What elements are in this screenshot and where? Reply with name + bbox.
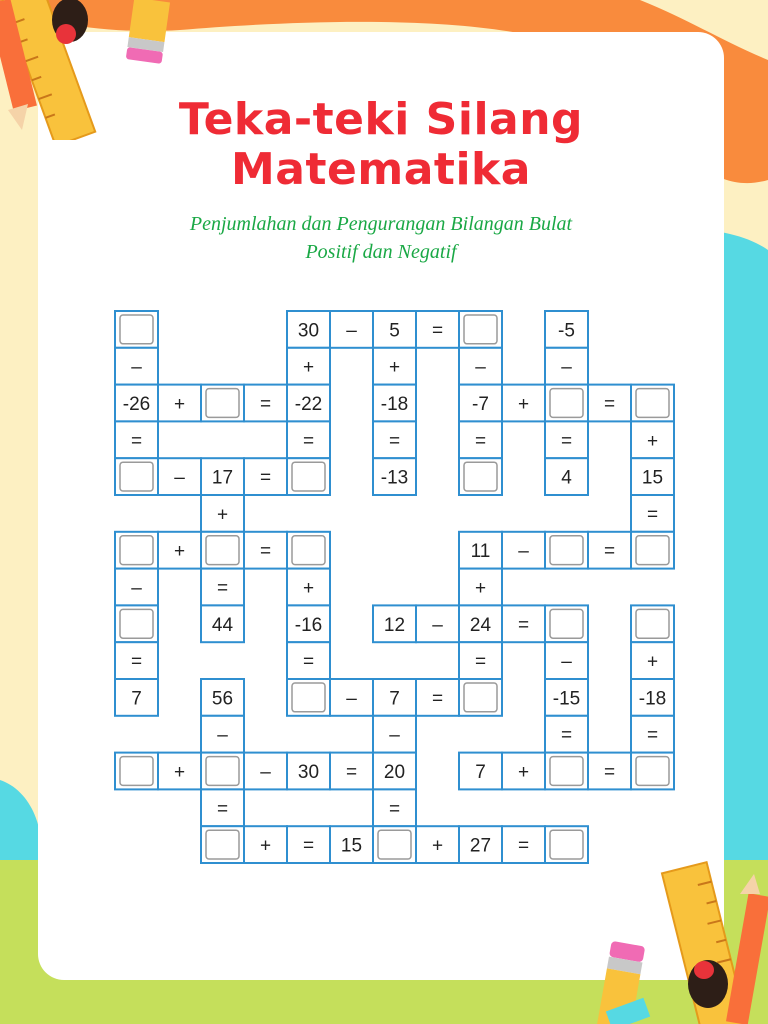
operator-label: = [474, 430, 487, 452]
answer-box[interactable] [550, 609, 583, 638]
answer-box[interactable] [464, 462, 497, 491]
grid-cell [330, 826, 373, 863]
grid-cell [459, 421, 502, 458]
answer-cell[interactable] [115, 532, 158, 569]
answer-cell[interactable] [201, 385, 244, 422]
grid-cell [201, 605, 244, 642]
answer-cell[interactable] [459, 679, 502, 716]
grid-cell [158, 385, 201, 422]
number-label: -26 [122, 394, 151, 415]
number-label: 11 [470, 541, 491, 563]
answer-cell[interactable] [201, 753, 244, 790]
grid-cell [545, 421, 588, 458]
operator-label: – [174, 467, 185, 489]
answer-cell[interactable] [545, 532, 588, 569]
number-label: -7 [472, 394, 489, 415]
operator-label: = [646, 725, 659, 747]
grid-cell [459, 753, 502, 790]
answer-cell[interactable] [545, 385, 588, 422]
answer-cell[interactable] [115, 458, 158, 495]
grid-cell [631, 421, 674, 458]
grid-cell [244, 753, 287, 790]
operator-label: + [216, 504, 229, 526]
grid-cell [115, 385, 158, 422]
grid-cell [330, 679, 373, 716]
grid-cell [502, 753, 545, 790]
number-label: 56 [211, 688, 234, 710]
grid-cell [115, 348, 158, 385]
answer-cell[interactable] [201, 826, 244, 863]
operator-label: – [260, 762, 271, 783]
answer-box[interactable] [206, 536, 239, 565]
operator-label: = [646, 504, 659, 526]
operator-label: = [603, 541, 616, 563]
grid-cell [545, 311, 588, 348]
operator-label: = [431, 688, 444, 710]
grid-cell [287, 642, 330, 679]
grid-cell [287, 605, 330, 642]
pencil-ruler-illustration-bottom-right [578, 854, 768, 1024]
operator-label: + [517, 762, 530, 783]
operator-label: + [173, 762, 186, 783]
grid-cell [416, 679, 459, 716]
grid-cell [502, 385, 545, 422]
grid-cell [588, 532, 631, 569]
subtitle-line-1: Penjumlahan dan Pengurangan Bilangan Bulat [189, 213, 573, 235]
number-label: -22 [294, 394, 323, 415]
answer-box[interactable] [206, 757, 239, 786]
number-label: 15 [641, 467, 664, 489]
operator-label: = [517, 835, 530, 857]
number-label: 7 [131, 688, 142, 710]
grid-cell [373, 421, 416, 458]
answer-cell[interactable] [287, 458, 330, 495]
grid-cell [459, 826, 502, 863]
operator-label: = [560, 725, 573, 747]
grid-cell [588, 753, 631, 790]
answer-box[interactable] [120, 536, 153, 565]
answer-box[interactable] [550, 536, 583, 565]
operator-label: = [302, 835, 315, 857]
grid-cell [201, 569, 244, 606]
answer-cell[interactable] [115, 605, 158, 642]
number-label: 44 [211, 614, 234, 636]
number-label: -15 [552, 688, 581, 710]
answer-box[interactable] [636, 757, 669, 786]
operator-label: – [561, 651, 572, 673]
number-label: 17 [211, 467, 234, 489]
number-label: 15 [340, 835, 363, 857]
grid-cell [287, 826, 330, 863]
operator-label: = [345, 762, 358, 783]
operator-label: – [217, 725, 228, 747]
grid-cell [287, 311, 330, 348]
operator-label: + [302, 578, 315, 599]
operator-label: – [346, 320, 357, 342]
answer-box[interactable] [292, 536, 325, 565]
grid-cell [373, 385, 416, 422]
operator-label: – [475, 357, 486, 379]
answer-box[interactable] [292, 683, 325, 712]
number-label: 4 [561, 467, 572, 489]
subtitle-line-2: Positif dan Negatif [305, 241, 457, 263]
operator-label: – [432, 614, 443, 636]
answer-cell[interactable] [287, 532, 330, 569]
grid-cell [158, 532, 201, 569]
grid-cell [459, 348, 502, 385]
grid-cell [158, 458, 201, 495]
operator-label: = [388, 430, 401, 452]
answer-box[interactable] [120, 757, 153, 786]
answer-cell[interactable] [545, 753, 588, 790]
grid-cell [545, 458, 588, 495]
answer-box[interactable] [206, 389, 239, 418]
answer-box[interactable] [378, 830, 411, 859]
operator-label: – [561, 357, 572, 379]
number-label: 30 [297, 762, 320, 783]
grid-cell [201, 679, 244, 716]
grid-cell [244, 532, 287, 569]
answer-cell[interactable] [631, 532, 674, 569]
number-label: 7 [475, 762, 486, 783]
grid-cell [459, 642, 502, 679]
answer-cell[interactable] [115, 311, 158, 348]
answer-cell[interactable] [631, 385, 674, 422]
grid-cell [287, 421, 330, 458]
grid-cell [287, 569, 330, 606]
pencil-ruler-illustration-top-left [0, 0, 180, 140]
number-label: 12 [383, 614, 406, 636]
operator-label: + [517, 394, 530, 415]
grid-cell [416, 826, 459, 863]
grid-cell [373, 789, 416, 826]
operator-label: = [560, 430, 573, 452]
operator-label: = [259, 541, 272, 563]
operator-label: – [389, 725, 400, 747]
grid-cell [631, 495, 674, 532]
operator-label: – [131, 357, 142, 379]
grid-cell [459, 385, 502, 422]
grid-cell [201, 495, 244, 532]
operator-label: + [173, 541, 186, 563]
grid-cell [201, 458, 244, 495]
number-label: -5 [558, 320, 575, 342]
grid-cell [373, 605, 416, 642]
operator-label: – [131, 578, 142, 599]
operator-label: – [518, 541, 529, 563]
answer-cell[interactable] [545, 605, 588, 642]
number-label: 30 [297, 320, 320, 342]
operator-label: + [646, 430, 659, 452]
grid-cell [631, 716, 674, 753]
number-label: 24 [469, 614, 492, 636]
operator-label: = [259, 394, 272, 415]
operator-label: + [431, 835, 444, 857]
operator-label: = [302, 430, 315, 452]
grid-cell [631, 458, 674, 495]
grid-cell [459, 605, 502, 642]
number-label: -13 [380, 467, 409, 489]
answer-cell[interactable] [373, 826, 416, 863]
answer-box[interactable] [120, 315, 153, 344]
operator-label: = [302, 651, 315, 673]
grid-cell [416, 311, 459, 348]
number-label: -18 [638, 688, 667, 710]
answer-box[interactable] [550, 757, 583, 786]
operator-label: = [216, 578, 229, 599]
page-title-line-1: Teka-teki Silang [178, 94, 584, 145]
answer-box[interactable] [636, 536, 669, 565]
number-label: 20 [383, 762, 406, 783]
answer-box[interactable] [550, 389, 583, 418]
grid-cell [459, 569, 502, 606]
operator-label: + [302, 357, 315, 379]
operator-label: = [474, 651, 487, 673]
grid-cell [373, 753, 416, 790]
operator-label: = [431, 320, 444, 342]
grid-cell [201, 789, 244, 826]
grid-cell [373, 679, 416, 716]
grid-cell [115, 569, 158, 606]
grid-cell [588, 385, 631, 422]
grid-cell [545, 716, 588, 753]
answer-cell[interactable] [459, 311, 502, 348]
grid-cell [502, 826, 545, 863]
number-label: 27 [469, 835, 492, 857]
operator-label: + [173, 394, 186, 415]
operator-label: + [474, 578, 487, 599]
grid-cell [502, 532, 545, 569]
answer-box[interactable] [120, 462, 153, 491]
grid-cell [244, 385, 287, 422]
grid-cell [330, 311, 373, 348]
grid-cell [158, 753, 201, 790]
grid-cell [631, 642, 674, 679]
grid-cell [416, 605, 459, 642]
page-title-line-2: Matematika [231, 144, 531, 195]
grid-cell [373, 348, 416, 385]
grid-cell [115, 642, 158, 679]
answer-box[interactable] [464, 315, 497, 344]
answer-box[interactable] [292, 462, 325, 491]
grid-cell [373, 311, 416, 348]
number-label: -18 [380, 394, 409, 415]
grid-cell [244, 826, 287, 863]
answer-cell[interactable] [201, 532, 244, 569]
grid-cell [115, 679, 158, 716]
number-label: 7 [389, 688, 400, 710]
answer-cell[interactable] [631, 605, 674, 642]
operator-label: + [646, 651, 659, 673]
grid-cell [330, 753, 373, 790]
answer-cell[interactable] [115, 753, 158, 790]
answer-cell[interactable] [287, 679, 330, 716]
grid-cell [545, 348, 588, 385]
grid-cell [502, 605, 545, 642]
answer-cell[interactable] [631, 753, 674, 790]
operator-label: = [388, 798, 401, 820]
number-label: 5 [389, 320, 400, 342]
grid-cell [545, 642, 588, 679]
operator-label: + [388, 357, 401, 379]
answer-box[interactable] [636, 609, 669, 638]
operator-label: – [346, 688, 357, 710]
number-label: -16 [294, 614, 323, 636]
operator-label: = [216, 798, 229, 820]
grid-cell [201, 716, 244, 753]
grid-cell [115, 421, 158, 458]
answer-box[interactable] [206, 830, 239, 859]
operator-label: + [259, 835, 272, 857]
answer-box[interactable] [636, 389, 669, 418]
grid-cell [287, 753, 330, 790]
grid-cell [244, 458, 287, 495]
grid-cell [287, 348, 330, 385]
answer-cell[interactable] [459, 458, 502, 495]
grid-cell [459, 532, 502, 569]
grid-cell [373, 716, 416, 753]
grid-cell [287, 385, 330, 422]
operator-label: = [603, 762, 616, 783]
answer-box[interactable] [120, 609, 153, 638]
operator-label: = [130, 430, 143, 452]
grid-cell [631, 679, 674, 716]
operator-label: = [259, 467, 272, 489]
grid-cell [545, 679, 588, 716]
grid-cell [373, 458, 416, 495]
operator-label: = [517, 614, 530, 636]
operator-label: = [603, 394, 616, 415]
answer-box[interactable] [464, 683, 497, 712]
operator-label: = [130, 651, 143, 673]
